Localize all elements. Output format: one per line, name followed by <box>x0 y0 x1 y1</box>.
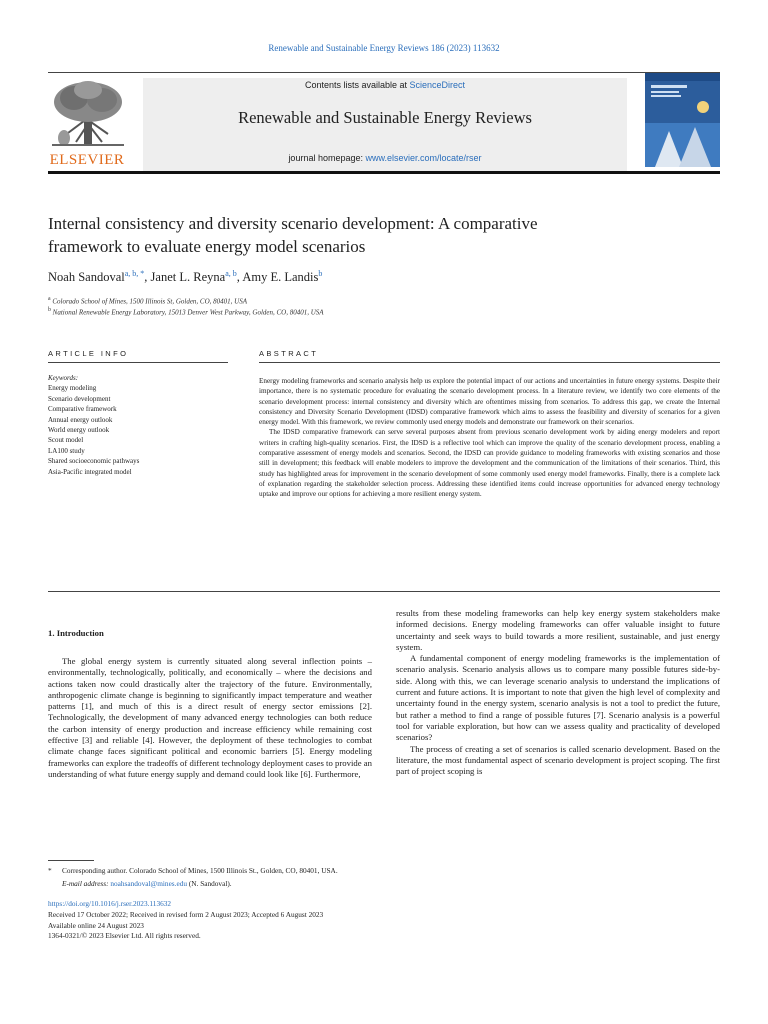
author-separator: , <box>236 270 243 285</box>
article-info-rule <box>48 362 228 363</box>
keyword-item: Scout model <box>48 436 84 445</box>
footnote-rule <box>48 860 94 861</box>
email-footnote <box>62 879 232 888</box>
keywords-list <box>48 373 228 477</box>
corresponding-author-footnote <box>48 866 338 875</box>
affiliation-mark: b <box>48 307 51 313</box>
author-affiliation-marks[interactable]: a, b, * <box>124 269 145 278</box>
journal-masthead <box>143 78 627 171</box>
keyword-item: World energy outlook <box>48 426 110 435</box>
journal-cover-image-icon <box>645 73 720 167</box>
body-column-right <box>396 608 720 777</box>
abstract-heading: ABSTRACT <box>259 349 319 358</box>
affiliation <box>48 307 324 316</box>
journal-homepage-link[interactable]: www.elsevier.com/locate/rser <box>365 153 482 163</box>
abstract-paragraph: The IDSD comparative framework can serve several purposes absent from previous scenario development work by aiding energy modelers and report writers in crafting high-quality scenarios. First, the IDSD is a reflective tool which can improve the quality of the scenario development process, enabling a comparative assessment of energy models and scenarios. Second, the IDSD can provide guidance to modeling frameworks with existing scenarios and those still in development; this feedback will enable modelers to improve the development and the communication of the limitations of their scenarios. Third, this study has highlighted areas for improvement in the scenario development of some commonly used energy model frameworks. Finally, there is a complete lack of explanation regarding the stakeholder selection process. Addressing these identified items could increase opportunities for advanced energy technology uptake and improve our options for achieving a more resilient energy system. <box>259 428 720 499</box>
elsevier-tree-icon <box>48 78 128 150</box>
abstract-rule <box>259 362 720 363</box>
body-paragraph: results from these modeling frameworks can help key energy system stakeholders make informed decisions. Energy modeling frameworks can offer valuable insight to future uncertainty and seek ways to build towards a more resilient, sustainable, and just energy system. <box>396 608 720 652</box>
author-affiliation-marks[interactable]: a, b <box>225 269 237 278</box>
journal-cover-thumbnail[interactable] <box>645 73 720 167</box>
keyword-item: Energy modeling <box>48 384 97 393</box>
body-paragraph: The process of creating a set of scenarios is called scenario development. Based on the literature, the most fundamental aspect of scenario development is project scoping. The first part of project scoping is <box>396 743 720 777</box>
journal-citation-link[interactable]: Renewable and Sustainable Energy Reviews 186 (2023) 113632 <box>268 43 500 53</box>
affiliation-text: National Renewable Energy Laboratory, 15013 Denver West Parkway, Golden, CO, 80401, USA <box>52 308 324 317</box>
section-divider-rule <box>48 591 720 592</box>
body-paragraph: The global energy system is currently situated along several inflection points – environmentally, technologically, politically, and economically – where the decisions and actions taken now could drastically alter the trajectory of the future. Environmentally, anthropogenic climate change is beginning to significantly impact temperature and weather patterns [1], and much of this is a direct result of energy sector emissions [2]. Technologically, the development of many advanced energy technologies can both reduce the carbon intensity of energy production and increase efficiency while remaining cost effective [3] and reliable [4]. However, the deployment of these technologies to combat climate change faces significant political and economic barriers [5]. Energy modeling frameworks can explore the tradeoffs of different technology deployment cases to provide an understanding of what future energy supply and demand could look like [6]. Furthermore, <box>48 656 372 779</box>
article-title <box>48 212 688 258</box>
publication-info <box>48 899 323 942</box>
available-online-date: Available online 24 August 2023 <box>48 920 144 930</box>
article-title-line1: Internal consistency and diversity scenario development: A comparative <box>48 214 538 233</box>
abstract-paragraph: Energy modeling frameworks and scenario analysis help us explore the potential impact of our actions and uncertainties in future energy systems. Despite their importance, there is no systematic procedure for evaluating the scenario development process. In a literature review, we identify two core elements of the scenario development process: internal consistency and diversity which are oftentimes missing from scenarios. To address this gap, we create the Internal consistency and Diversity Scenario Development (IDSD) comparative framework which aims to assess the feasibility and diversity of scenarios for a given energy model. With this framework, we review commonly used energy models and demonstrate our framework on their scenarios. <box>259 377 720 427</box>
sciencedirect-link[interactable]: ScienceDirect <box>409 80 466 90</box>
author-affiliation-marks[interactable]: b <box>318 269 323 278</box>
masthead-top-rule <box>48 72 720 73</box>
section-heading-introduction: 1. Introduction <box>48 628 104 638</box>
article-info-heading: ARTICLE INFO <box>48 349 129 358</box>
masthead-bottom-rule <box>48 171 720 174</box>
contents-line <box>143 80 627 90</box>
author-name[interactable]: Janet L. Reyna <box>150 270 226 285</box>
elsevier-logo <box>48 78 128 171</box>
body-column-left <box>48 656 372 780</box>
journal-title: Renewable and Sustainable Energy Reviews <box>238 108 532 127</box>
copyright-notice: 1364-0321/© 2023 Elsevier Ltd. All rights reserved. <box>48 931 201 941</box>
affiliation <box>48 296 247 305</box>
contents-prefix: Contents lists available at <box>304 80 410 90</box>
affiliation-text: Colorado School of Mines, 1500 Illinois St, Golden, CO, 80401, USA <box>52 297 247 306</box>
keyword-item: Shared socioeconomic pathways <box>48 457 140 466</box>
author-separator: , <box>144 270 151 285</box>
journal-homepage-line <box>143 153 627 163</box>
keyword-item: Asia-Pacific integrated model <box>48 467 132 476</box>
email-label: E-mail address: <box>62 879 111 888</box>
author-list <box>48 269 322 285</box>
received-dates: Received 17 October 2022; Received in revised form 2 August 2023; Accepted 6 August 2023 <box>48 909 324 919</box>
author-name[interactable]: Noah Sandoval <box>48 270 125 285</box>
author-name[interactable]: Amy E. Landis <box>242 270 319 285</box>
body-paragraph: A fundamental component of energy modeling frameworks is the implementation of scenario analysis. Scenario analysis allows us to compare many possible futures side-by-side. Along with this, we can leverage scenario analysis to understand the implications of current and future actions. It is important to note that given the high level of complexity and uncertainty found in the energy system, scenario analysis is not a tool to predict the future, but rather a method to find a range of possible futures [7]. Scenario analysis is a powerful tool for variable exploration, but how can we assess quality and practicality of developed scenarios? <box>396 653 720 743</box>
author-email-link[interactable]: noahsandoval@mines.edu <box>110 879 188 888</box>
keyword-item: Scenario development <box>48 394 111 403</box>
email-suffix: (N. Sandoval). <box>187 879 232 888</box>
keyword-item: LA100 study <box>48 446 85 455</box>
affiliation-mark: a <box>48 296 51 302</box>
keyword-item: Comparative framework <box>48 405 117 414</box>
publisher-wordmark: ELSEVIER <box>49 152 125 168</box>
doi-link[interactable]: https://doi.org/10.1016/j.rser.2023.113632 <box>48 899 172 908</box>
abstract-body <box>259 376 720 500</box>
homepage-prefix: journal homepage: <box>288 153 366 163</box>
corresponding-author-text: Corresponding author. Colorado School of Mines, 1500 Illinois St., Golden, CO, 80401, USA. <box>62 866 338 875</box>
article-title-line2: framework to evaluate energy model scenarios <box>48 237 366 256</box>
keywords-label: Keywords: <box>48 374 79 382</box>
keyword-item: Annual energy outlook <box>48 415 113 424</box>
footnote-mark: * <box>48 866 52 875</box>
